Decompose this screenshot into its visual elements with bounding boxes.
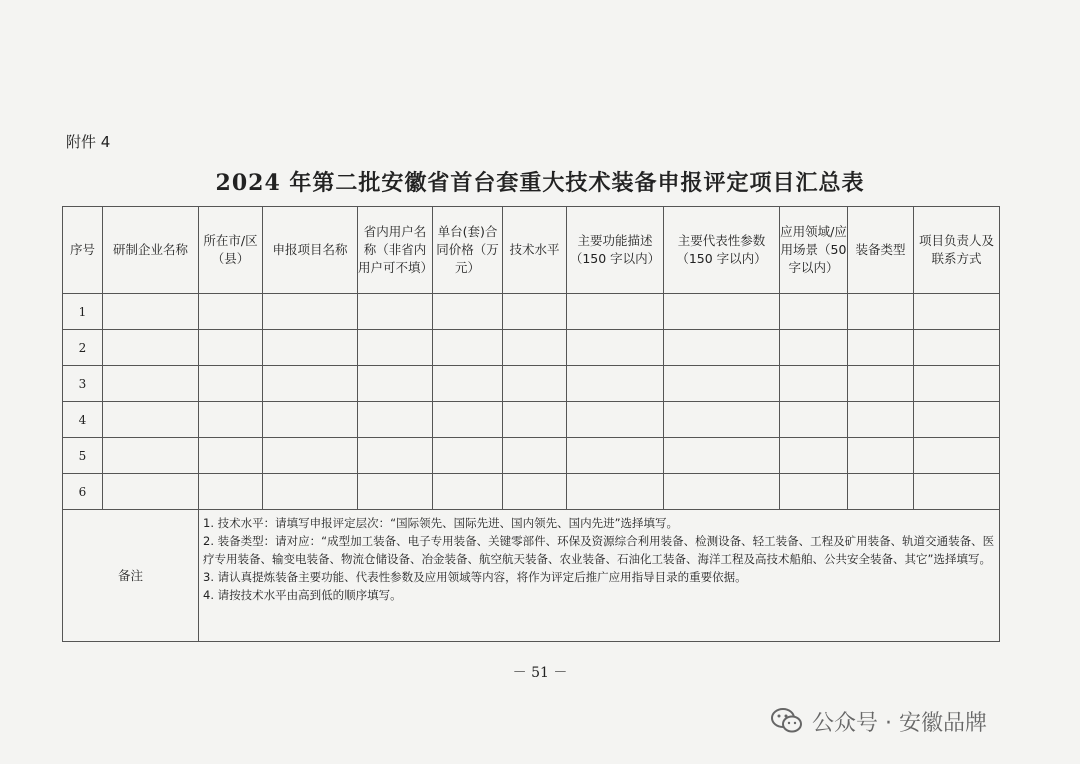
table-cell [664, 294, 780, 330]
header-company: 研制企业名称 [103, 207, 199, 294]
table-cell [199, 438, 263, 474]
note-item: 4. 请按技术水平由高到低的顺序填写。 [203, 588, 402, 602]
table-cell [780, 294, 848, 330]
table-row [63, 474, 1000, 510]
table-cell [664, 402, 780, 438]
table-cell [664, 366, 780, 402]
attachment-label: 附件 4 [66, 133, 111, 151]
watermark-text: 公众号 · 安徽品牌 [812, 710, 987, 736]
table-cell [263, 474, 358, 510]
table-cell [664, 330, 780, 366]
row-number: 6 [63, 474, 103, 510]
table-cell [263, 402, 358, 438]
table-cell [103, 438, 199, 474]
notes-content [199, 510, 1000, 642]
table-cell [199, 366, 263, 402]
table-cell [263, 294, 358, 330]
table-cell [433, 366, 503, 402]
table-cell [433, 438, 503, 474]
table-cell [103, 294, 199, 330]
summary-table [62, 206, 1000, 642]
header-function: 主要功能描述（150 字以内） [567, 207, 664, 294]
row-number: 5 [63, 438, 103, 474]
table-row [63, 294, 1000, 330]
table-row [63, 402, 1000, 438]
table-cell [567, 402, 664, 438]
table-cell [433, 474, 503, 510]
table-cell [914, 402, 1000, 438]
table-cell [199, 474, 263, 510]
table-cell [780, 474, 848, 510]
wechat-icon [770, 704, 804, 738]
header-project: 申报项目名称 [263, 207, 358, 294]
table-cell [780, 402, 848, 438]
table-cell [914, 366, 1000, 402]
notes-row [63, 510, 1000, 642]
header-seq: 序号 [63, 207, 103, 294]
table-cell [780, 438, 848, 474]
note-item: 1. 技术水平：请填写申报评定层次：“国际领先、国际先进、国内领先、国内先进”选择填写。 [203, 516, 679, 530]
row-number: 4 [63, 402, 103, 438]
table-cell [567, 474, 664, 510]
table-cell [358, 402, 433, 438]
table-cell [358, 474, 433, 510]
table-cell [199, 402, 263, 438]
header-contact: 项目负责人及联系方式 [914, 207, 1000, 294]
header-city: 所在市/区（县） [199, 207, 263, 294]
table-cell [263, 438, 358, 474]
row-number: 3 [63, 366, 103, 402]
table-cell [567, 366, 664, 402]
header-application: 应用领域/应用场景（50 字以内） [780, 207, 848, 294]
table-cell [503, 366, 567, 402]
table-cell [358, 366, 433, 402]
table-cell [848, 402, 914, 438]
table-cell [914, 438, 1000, 474]
table-cell [358, 294, 433, 330]
header-user: 省内用户名称（非省内用户可不填） [358, 207, 433, 294]
table-cell [664, 474, 780, 510]
table-cell [358, 438, 433, 474]
table-cell [263, 330, 358, 366]
table-cell [433, 402, 503, 438]
table-row [63, 330, 1000, 366]
table-cell [263, 366, 358, 402]
table-cell [199, 294, 263, 330]
table-cell [103, 330, 199, 366]
table-cell [664, 438, 780, 474]
row-number: 2 [63, 330, 103, 366]
table-cell [848, 474, 914, 510]
table-cell [914, 474, 1000, 510]
table-cell [914, 294, 1000, 330]
note-item: 3. 请认真提炼装备主要功能、代表性参数及应用领域等内容，将作为评定后推广应用指导目录的重要依据。 [203, 570, 747, 584]
row-number: 1 [63, 294, 103, 330]
document-title: 2024 年第二批安徽省首台套重大技术装备申报评定项目汇总表 [215, 170, 865, 196]
table-cell [567, 330, 664, 366]
table-cell [567, 294, 664, 330]
notes-label: 备注 [63, 510, 199, 642]
table-cell [503, 330, 567, 366]
table-cell [848, 366, 914, 402]
table-cell [358, 330, 433, 366]
table-cell [433, 294, 503, 330]
table-cell [503, 294, 567, 330]
page-number: － 51 － [512, 665, 568, 681]
table-cell [567, 438, 664, 474]
table-cell [780, 330, 848, 366]
header-params: 主要代表性参数（150 字以内） [664, 207, 780, 294]
table-cell [914, 330, 1000, 366]
table-cell [199, 330, 263, 366]
table-cell [848, 294, 914, 330]
table-row [63, 366, 1000, 402]
watermark [770, 704, 987, 738]
table-cell [503, 438, 567, 474]
table-header-row [63, 207, 1000, 294]
table-row [63, 438, 1000, 474]
table-cell [848, 330, 914, 366]
table-cell [103, 474, 199, 510]
table-cell [103, 366, 199, 402]
table-cell [848, 438, 914, 474]
table-cell [780, 366, 848, 402]
table-cell [503, 474, 567, 510]
note-item: 2. 装备类型：请对应：“成型加工装备、电子专用装备、关键零部件、环保及资源综合利用装备、检测设备、轻工装备、工程及矿用装备、轨道交通装备、医疗专用装备、输变电装备、物流仓储设备、冶金装备、航空航天装备、农业装备、石油化工装备、海洋工程及高技术船舶、公共安全装备、其它”选择填写。 [203, 534, 995, 566]
header-tech-level: 技术水平 [503, 207, 567, 294]
table-cell [103, 402, 199, 438]
header-equipment-type: 装备类型 [848, 207, 914, 294]
table-cell [433, 330, 503, 366]
header-price: 单台(套)合同价格（万元） [433, 207, 503, 294]
table-cell [503, 402, 567, 438]
